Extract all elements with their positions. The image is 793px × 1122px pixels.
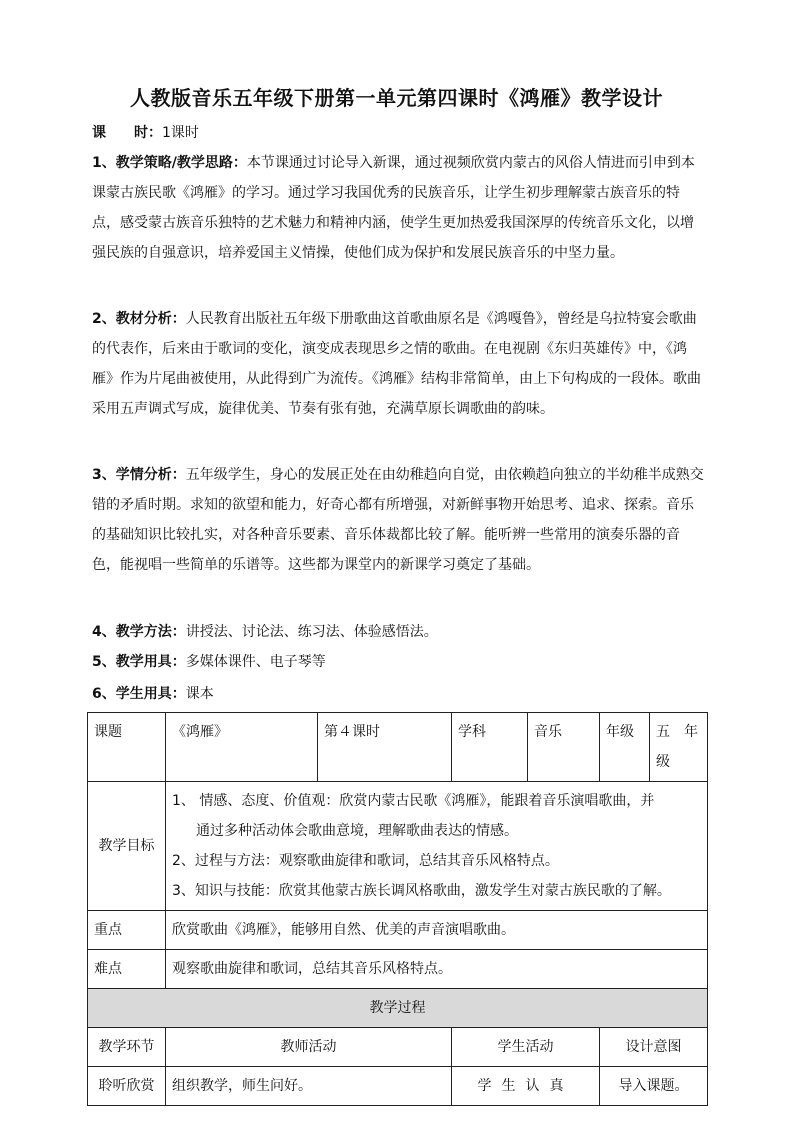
section-students: [92, 460, 707, 580]
period-label: 课 时：: [92, 125, 162, 141]
table-header-cell: 教学环节: [88, 1028, 166, 1067]
table-header-cell: 教师活动: [166, 1028, 452, 1067]
difficulty-text: 观察歌曲旋律和歌词，总结其音乐风格特点。: [166, 950, 708, 989]
section-label: 2、教材分析：: [92, 311, 186, 327]
section-text: 本节课通过讨论导入新课，通过视频欣赏内蒙古的风俗人情进而引申到本课蒙古族民歌《鸿雁》的学习。通过学习我国优秀的民族音乐，让学生初步理解蒙古族音乐的特点，感受蒙古族音乐独特的艺术魅力和精神内涵，使学生更加热爱我国深厚的传统音乐文化，以增强民族的自强意识，培养爱国主义情操，使他们成为保护和发展民族音乐的中坚力量。: [92, 155, 695, 261]
table-row: [88, 989, 708, 1028]
table-cell: 音乐: [528, 713, 600, 782]
table-row: [88, 1028, 708, 1067]
goal-line: 通过多种活动体会歌曲意境，理解歌曲表达的情感。: [196, 823, 518, 839]
goal-line: 1、 情感、态度、价值观：欣赏内蒙古民歌《鸿雁》，能跟着音乐演唱歌曲，并: [172, 793, 655, 809]
table-cell: 《鸿雁》: [166, 713, 318, 782]
table-cell: 五 年级: [650, 713, 708, 782]
section-methods: [92, 617, 707, 647]
goals-cell: [166, 782, 708, 911]
table-cell: 第４课时: [318, 713, 452, 782]
section-label: 5、教学用具：: [92, 654, 186, 670]
section-text: 讲授法、讨论法、练习法、体验感悟法。: [185, 624, 438, 640]
period-line: [92, 118, 707, 148]
period-value: 1课时: [162, 125, 199, 141]
section-label: 3、学情分析：: [92, 467, 186, 483]
table-row: [88, 950, 708, 989]
section-text: 课本: [185, 686, 214, 702]
section-text: 人民教育出版社五年级下册歌曲这首歌曲原名是《鸿嘎鲁》，曾经是乌拉特宴会歌曲的代表作，后来由于歌词的变化，演变成表现思乡之情的歌曲。在电视剧《东归英雄传》中，《鸿雁》作为片尾曲被使用，从此得到广为流传。《鸿雁》结构非常简单，由上下句构成的一段体。歌曲采用五声调式写成，旋律优美、节奏有张有弛，充满草原长调歌曲的韵味。: [92, 311, 701, 417]
goal-line: 2、过程与方法：观察歌曲旋律和歌词，总结其音乐风格特点。: [172, 853, 559, 869]
table-cell: 年级: [600, 713, 650, 782]
process-header: 教学过程: [88, 989, 708, 1028]
section-material: [92, 304, 707, 424]
key-label: 重点: [88, 911, 166, 950]
goals-label: 教学目标: [88, 782, 166, 911]
table-cell: 组织教学，师生问好。: [166, 1067, 452, 1106]
difficulty-label: 难点: [88, 950, 166, 989]
section-label: 4、教学方法：: [92, 624, 186, 640]
section-teaching-tools: [92, 647, 707, 677]
table-header-cell: 学生活动: [452, 1028, 600, 1067]
section-label: 1、教学策略/教学思路：: [92, 155, 247, 171]
table-header-cell: 设计意图: [600, 1028, 708, 1067]
table-row: [88, 713, 708, 782]
page-title: 人教版音乐五年级下册第一单元第四课时《鸿雁》教学设计: [130, 86, 663, 110]
table-row: [88, 911, 708, 950]
lesson-table: [87, 712, 708, 1106]
table-cell: 学科: [452, 713, 528, 782]
section-text: 五年级学生，身心的发展正处在由幼稚趋向自觉，由依赖趋向独立的半幼稚半成熟交错的矛盾时期。求知的欲望和能力，好奇心都有所增强，对新鲜事物开始思考、追求、探索。音乐的基础知识比较扎实，对各种音乐要素、音乐体裁都比较了解。能听辨一些常用的演奏乐器的音色，能视唱一些简单的乐谱等。这些都为课堂内的新课学习奠定了基础。: [92, 467, 704, 573]
table-cell: 导入课题。: [600, 1067, 708, 1106]
table-cell: 聆听欣赏: [88, 1067, 166, 1106]
goal-line: 3、知识与技能：欣赏其他蒙古族长调风格歌曲，激发学生对蒙古族民歌的了解。: [172, 883, 671, 899]
section-text: 多媒体课件、电子琴等: [185, 654, 326, 670]
table-cell: 课题: [88, 713, 166, 782]
section-student-tools: [92, 679, 707, 709]
section-label: 6、学生用具：: [92, 686, 186, 702]
table-cell: 学生认真: [452, 1067, 600, 1106]
key-text: 欣赏歌曲《鸿雁》，能够用自然、优美的声音演唱歌曲。: [166, 911, 708, 950]
table-row: [88, 782, 708, 911]
table-row: [88, 1067, 708, 1106]
section-strategy: [92, 148, 707, 268]
